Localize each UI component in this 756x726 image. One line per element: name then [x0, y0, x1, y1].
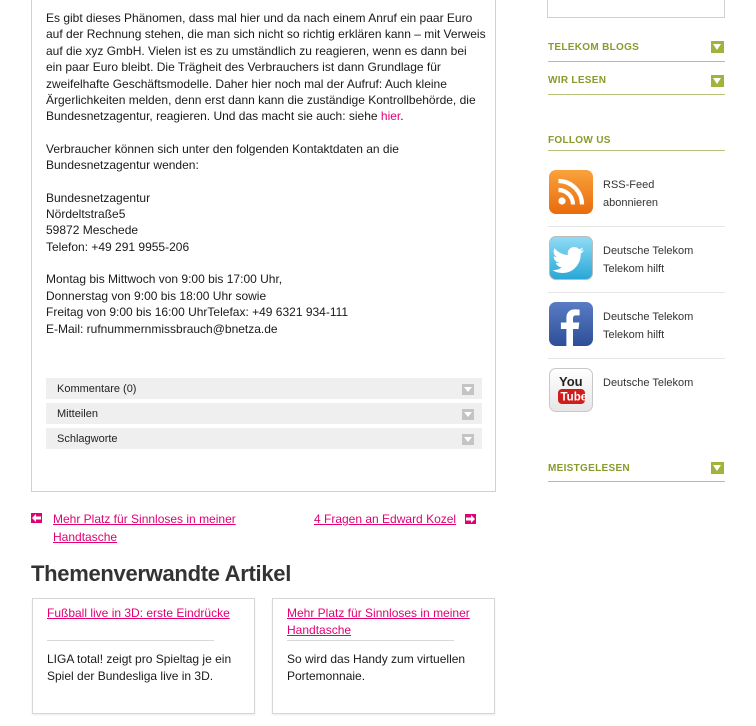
related-card-text: LIGA total! zeigt pro Spieltag je ein Spiel der Bundesliga live in 3D.	[47, 652, 232, 683]
related-card[interactable]	[272, 598, 495, 714]
related-card[interactable]	[32, 598, 255, 714]
sidebar-box	[547, 0, 725, 18]
hours-line: Montag bis Mittwoch von 9:00 bis 17:00 Uhr,	[46, 272, 283, 287]
accordion-kommentare[interactable]	[46, 378, 482, 401]
divider	[548, 358, 725, 359]
accordion-schlagworte[interactable]	[46, 428, 482, 451]
follow-label: RSS-Feed	[603, 179, 655, 191]
hours-line: Freitag von 9:00 bis 16:00 UhrTelefax: +49 6321 934-111	[46, 305, 349, 320]
card-divider	[47, 640, 214, 641]
hier-link[interactable]: hier	[380, 109, 401, 124]
next-article-link[interactable]: 4 Fragen an Edward Kozel	[314, 512, 457, 526]
follow-twitter[interactable]	[548, 231, 725, 297]
hours-block	[46, 271, 486, 337]
article-paragraph: Verbraucher können sich unter den folgenden Kontaktdaten an die Bundesnetzagentur wenden:	[46, 141, 399, 173]
arrow-left-icon[interactable]	[31, 513, 42, 523]
article-text: .	[400, 109, 404, 124]
accordion-mitteilen[interactable]	[46, 403, 482, 426]
follow-label: Deutsche Telekom	[603, 245, 694, 257]
article-box	[31, 0, 496, 492]
address-line: 59872 Meschede	[46, 223, 139, 238]
chevron-down-icon	[462, 384, 474, 395]
rss-icon	[549, 170, 593, 214]
related-card-text: So wird das Handy zum virtuellen Portemonnaie.	[287, 652, 466, 683]
divider	[548, 61, 725, 62]
follow-youtube[interactable]	[548, 363, 725, 429]
divider	[548, 94, 725, 95]
chevron-down-icon	[462, 409, 474, 420]
follow-rss[interactable]	[548, 165, 725, 231]
follow-label: Telekom hilft	[603, 329, 665, 341]
follow-label: abonnieren	[603, 197, 659, 209]
address-line: Bundesnetzagentur	[46, 190, 151, 205]
address-block	[46, 190, 486, 256]
article-text: Es gibt dieses Phänomen, dass mal hier und da nach einem Anruf ein paar Euro auf der Rechnung stehen, die man sich nicht so richtig erklären kann – mit Verweis auf die xyz GmbH. Vielen ist es zu umständlich zu reagieren, wenn es dann bei ein paar Euro bleibt. Die Trägheit des Verbrauchers ist dann Grundlage für zweifelhafte Geschäftsmodelle. Daher hier noch mal der Aufruf: Auch kleine Ärgerlichkeiten melden, denn erst dann kann die zuständige Kontrollbehörde, die Bundesnetzagentur, reagieren. Und das macht sie auch: siehe	[46, 11, 486, 124]
chevron-down-icon	[462, 434, 474, 445]
arrow-right-icon[interactable]	[465, 514, 476, 524]
accordion-label: Kommentare (0)	[57, 383, 137, 395]
accordion-label: Schlagworte	[57, 433, 118, 445]
related-card-title[interactable]: Fußball live in 3D: erste Eindrücke	[47, 606, 230, 620]
twitter-icon	[549, 236, 593, 280]
card-divider	[287, 640, 454, 641]
divider	[548, 226, 725, 227]
chevron-down-icon[interactable]	[711, 41, 724, 53]
follow-label: Deutsche Telekom	[603, 311, 694, 323]
sidebar-wir-lesen[interactable]: WIR LESEN	[548, 75, 607, 86]
follow-label: Telekom hilft	[603, 263, 665, 275]
chevron-down-icon[interactable]	[711, 75, 724, 87]
follow-label: Deutsche Telekom	[603, 377, 694, 389]
sidebar-meistgelesen[interactable]: MEISTGELESEN	[548, 463, 630, 474]
sidebar-follow-us: FOLLOW US	[548, 135, 611, 146]
prev-article-link[interactable]: Mehr Platz für Sinnloses in meiner Handtasche	[53, 512, 236, 544]
divider	[548, 481, 725, 482]
follow-facebook[interactable]	[548, 297, 725, 363]
svg-text:Tube: Tube	[560, 391, 588, 404]
article-body	[46, 10, 486, 353]
svg-text:You: You	[559, 374, 583, 389]
divider	[548, 292, 725, 293]
address-line: Telefon: +49 291 9955-206	[46, 239, 190, 254]
divider	[548, 150, 725, 151]
related-card-title[interactable]: Mehr Platz für Sinnloses in meiner Handtasche	[287, 606, 470, 637]
chevron-down-icon[interactable]	[711, 462, 724, 474]
facebook-icon	[549, 302, 593, 346]
sidebar-telekom-blogs[interactable]: TELEKOM BLOGS	[548, 42, 640, 53]
hours-line: Donnerstag von 9:00 bis 18:00 Uhr sowie	[46, 288, 267, 303]
accordion-label: Mitteilen	[57, 408, 98, 420]
article-paragraph	[46, 10, 486, 125]
youtube-icon	[549, 368, 593, 412]
related-heading: Themenverwandte Artikel	[31, 561, 292, 586]
address-line: Nördeltstraße5	[46, 207, 126, 222]
hours-line: E-Mail: rufnummernmissbrauch@bnetza.de	[46, 321, 278, 336]
